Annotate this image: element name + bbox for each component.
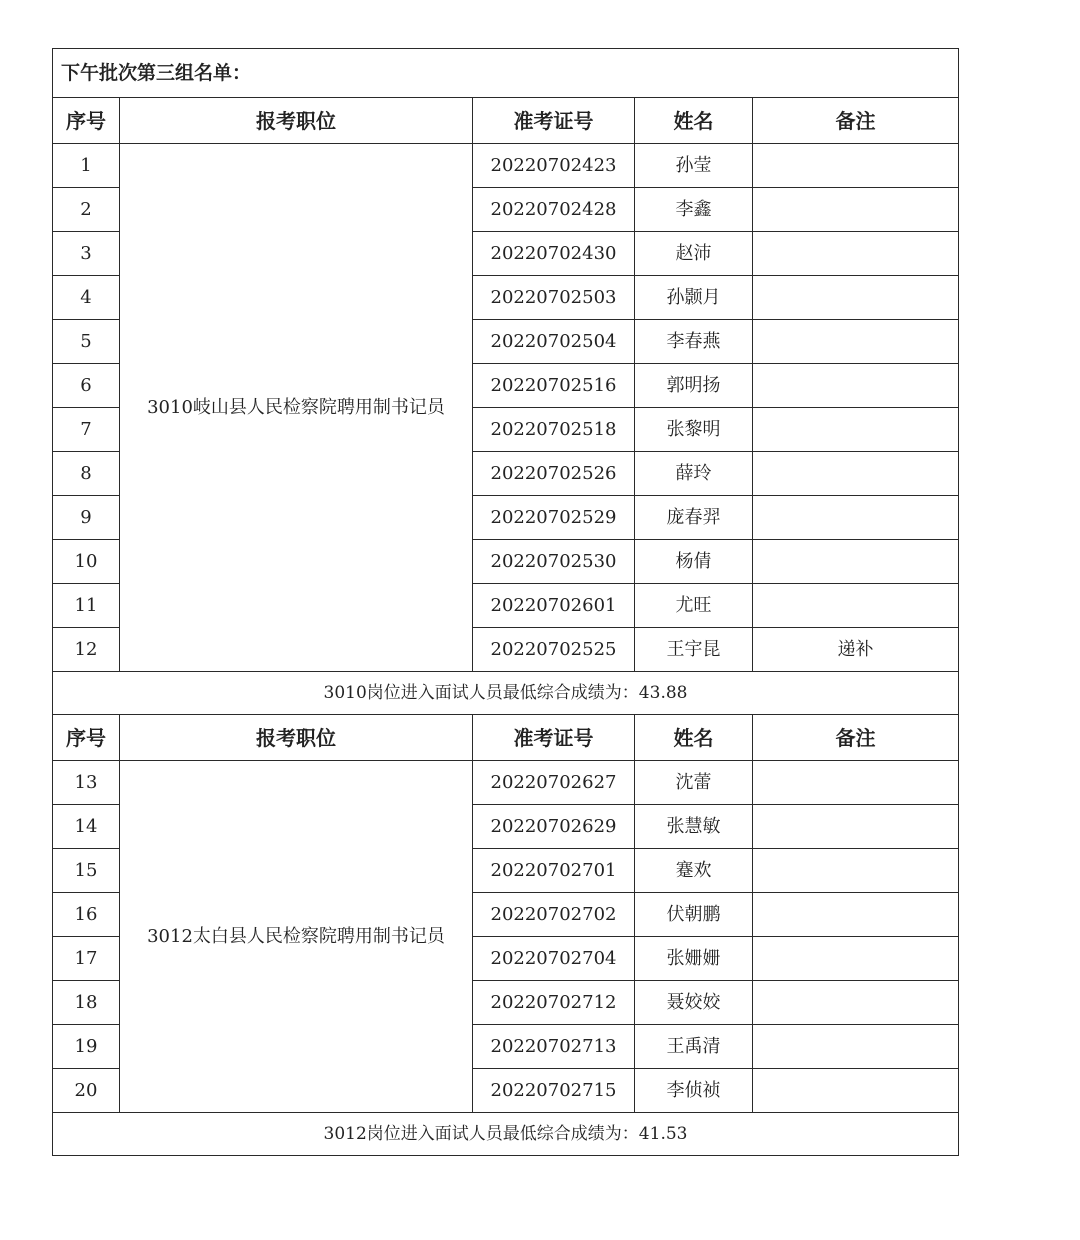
seq-cell: 8 (53, 452, 120, 496)
name-cell: 庞春羿 (635, 496, 753, 540)
note-cell (753, 408, 959, 452)
header-position: 报考职位 (120, 715, 473, 761)
seq-cell: 3 (53, 232, 120, 276)
note-cell (753, 805, 959, 849)
ticket-cell: 20220702627 (473, 761, 635, 805)
seq-cell: 16 (53, 893, 120, 937)
name-cell: 张姗姗 (635, 937, 753, 981)
header-ticket: 准考证号 (473, 98, 635, 144)
header-name: 姓名 (635, 98, 753, 144)
name-cell: 伏朝鹏 (635, 893, 753, 937)
min-score-summary: 3010岗位进入面试人员最低综合成绩为：43.88 (53, 672, 959, 715)
seq-cell: 20 (53, 1069, 120, 1113)
seq-cell: 5 (53, 320, 120, 364)
ticket-cell: 20220702530 (473, 540, 635, 584)
name-cell: 赵沛 (635, 232, 753, 276)
note-cell (753, 584, 959, 628)
summary-row (53, 672, 959, 715)
note-cell (753, 496, 959, 540)
seq-cell: 6 (53, 364, 120, 408)
seq-cell: 11 (53, 584, 120, 628)
ticket-cell: 20220702526 (473, 452, 635, 496)
note-cell (753, 540, 959, 584)
position-cell: 3012太白县人民检察院聘用制书记员 (120, 761, 473, 1113)
ticket-cell: 20220702715 (473, 1069, 635, 1113)
ticket-cell: 20220702525 (473, 628, 635, 672)
ticket-cell: 20220702712 (473, 981, 635, 1025)
note-cell (753, 761, 959, 805)
seq-cell: 9 (53, 496, 120, 540)
header-ticket: 准考证号 (473, 715, 635, 761)
ticket-cell: 20220702504 (473, 320, 635, 364)
ticket-cell: 20220702430 (473, 232, 635, 276)
ticket-cell: 20220702503 (473, 276, 635, 320)
name-cell: 尤旺 (635, 584, 753, 628)
min-score-summary: 3012岗位进入面试人员最低综合成绩为：41.53 (53, 1113, 959, 1156)
name-cell: 郭明扬 (635, 364, 753, 408)
seq-cell: 12 (53, 628, 120, 672)
seq-cell: 17 (53, 937, 120, 981)
name-cell: 孙莹 (635, 144, 753, 188)
ticket-cell: 20220702516 (473, 364, 635, 408)
name-cell: 王禹清 (635, 1025, 753, 1069)
name-cell: 杨倩 (635, 540, 753, 584)
seq-cell: 18 (53, 981, 120, 1025)
header-row (53, 715, 959, 761)
seq-cell: 1 (53, 144, 120, 188)
header-seq: 序号 (53, 98, 120, 144)
list-title: 下午批次第三组名单： (53, 49, 959, 98)
ticket-cell: 20220702701 (473, 849, 635, 893)
header-seq: 序号 (53, 715, 120, 761)
note-cell (753, 981, 959, 1025)
name-cell: 沈蕾 (635, 761, 753, 805)
ticket-cell: 20220702428 (473, 188, 635, 232)
position-cell: 3010岐山县人民检察院聘用制书记员 (120, 144, 473, 672)
name-cell: 蹇欢 (635, 849, 753, 893)
ticket-cell: 20220702629 (473, 805, 635, 849)
note-cell (753, 320, 959, 364)
name-cell: 薛玲 (635, 452, 753, 496)
header-note: 备注 (753, 715, 959, 761)
note-cell (753, 849, 959, 893)
note-cell: 递补 (753, 628, 959, 672)
name-cell: 聂姣姣 (635, 981, 753, 1025)
header-position: 报考职位 (120, 98, 473, 144)
note-cell (753, 188, 959, 232)
summary-row (53, 1113, 959, 1156)
name-cell: 孙颢月 (635, 276, 753, 320)
seq-cell: 7 (53, 408, 120, 452)
ticket-cell: 20220702601 (473, 584, 635, 628)
seq-cell: 10 (53, 540, 120, 584)
note-cell (753, 1069, 959, 1113)
name-cell: 李侦祯 (635, 1069, 753, 1113)
ticket-cell: 20220702704 (473, 937, 635, 981)
name-cell: 张黎明 (635, 408, 753, 452)
ticket-cell: 20220702713 (473, 1025, 635, 1069)
header-name: 姓名 (635, 715, 753, 761)
candidate-list-table (52, 48, 959, 1156)
seq-cell: 2 (53, 188, 120, 232)
seq-cell: 13 (53, 761, 120, 805)
name-cell: 李鑫 (635, 188, 753, 232)
seq-cell: 19 (53, 1025, 120, 1069)
note-cell (753, 937, 959, 981)
ticket-cell: 20220702518 (473, 408, 635, 452)
ticket-cell: 20220702423 (473, 144, 635, 188)
name-cell: 李春燕 (635, 320, 753, 364)
seq-cell: 15 (53, 849, 120, 893)
header-row (53, 98, 959, 144)
seq-cell: 14 (53, 805, 120, 849)
note-cell (753, 1025, 959, 1069)
note-cell (753, 276, 959, 320)
note-cell (753, 232, 959, 276)
note-cell (753, 144, 959, 188)
note-cell (753, 452, 959, 496)
name-cell: 张慧敏 (635, 805, 753, 849)
ticket-cell: 20220702529 (473, 496, 635, 540)
header-note: 备注 (753, 98, 959, 144)
table-row (53, 144, 959, 188)
ticket-cell: 20220702702 (473, 893, 635, 937)
note-cell (753, 893, 959, 937)
table-row (53, 761, 959, 805)
name-cell: 王宇昆 (635, 628, 753, 672)
note-cell (753, 364, 959, 408)
seq-cell: 4 (53, 276, 120, 320)
